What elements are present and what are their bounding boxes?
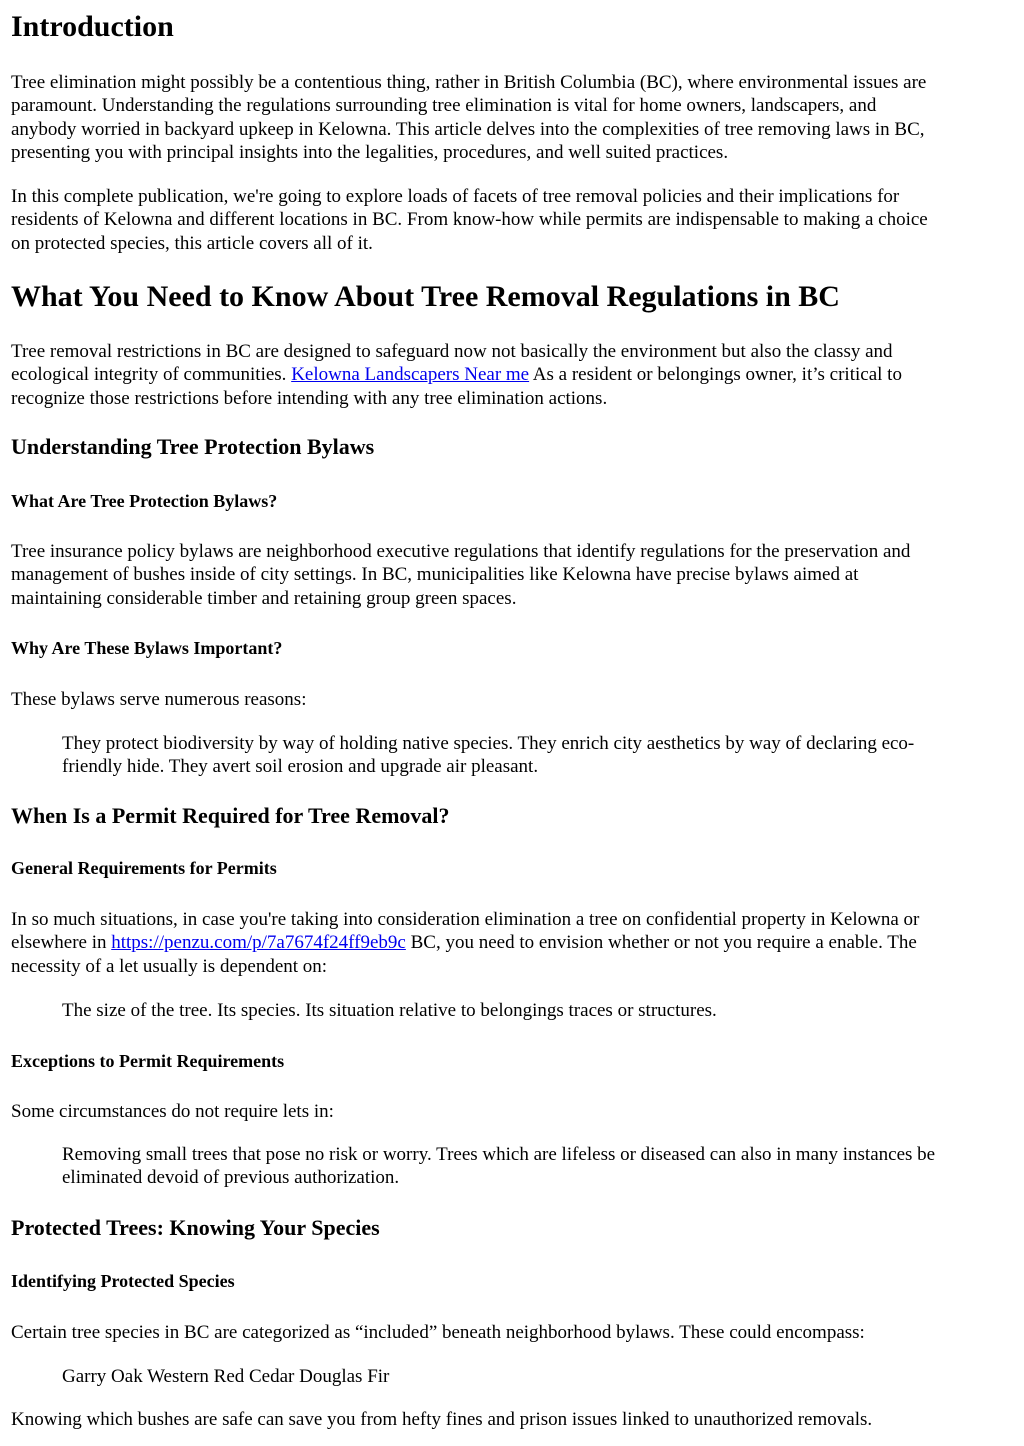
bylaws-reasons-list — [62, 732, 914, 779]
intro-paragraph-2 — [11, 185, 928, 255]
text-run: BC, you need to envision whether or not you require a enable. The — [405, 932, 917, 954]
kelowna-landscapers-link[interactable]: Kelowna Landscapers Near me — [291, 364, 530, 386]
text-line: residents of Kelowna and different locations in BC. From know-how while permits are indispensable to making a choice — [11, 209, 928, 231]
penzu-link[interactable]: https://penzu.com/p/7a7674f24ff9eb9c — [111, 932, 406, 954]
permit-requirements-paragraph — [11, 908, 919, 978]
list-line: eliminated devoid of previous authorization. — [62, 1167, 400, 1189]
text-line: maintaining considerable timber and retaining group green spaces. — [11, 587, 517, 609]
text-line — [11, 363, 902, 386]
protected-species-intro: Certain tree species in BC are categorized as “included” beneath neighborhood bylaws. These could encompass: — [11, 1322, 865, 1343]
text-line — [11, 931, 919, 954]
text-line: In so much situations, in case you're taking into consideration elimination a tree on confidential property in Kelowna or — [11, 909, 920, 930]
text-line: paramount. Understanding the regulations surrounding tree elimination is vital for home owners, landscapers, and — [11, 95, 877, 117]
text-line: management of bushes inside of city settings. In BC, municipalities like Kelowna have precise bylaws aimed at — [11, 564, 859, 586]
text-line: Tree elimination might possibly be a contentious thing, rather in British Columbia (BC), where environmental issues are — [11, 72, 927, 93]
text-line: In this complete publication, we're going to explore loads of facets of tree removal policies and their implications for — [11, 186, 900, 207]
text-line: presenting you with principal insights into the legalities, procedures, and well suited practices. — [11, 141, 729, 163]
list-line: They protect biodiversity by way of holding native species. They enrich city aesthetics by way of declaring eco- — [62, 733, 915, 754]
text-line: anybody worried in backyard upkeep in Kelowna. This article delves into the complexities of tree removing laws in BC, — [11, 118, 925, 140]
protected-closing-paragraph: Knowing which bushes are safe can save you from hefty fines and prison issues linked to unauthorized removals. — [11, 1409, 873, 1430]
bylaws-reasons-intro: These bylaws serve numerous reasons: — [11, 689, 307, 710]
heading-protected-trees: Protected Trees: Knowing Your Species — [11, 1215, 380, 1240]
heading-general-requirements: General Requirements for Permits — [11, 858, 277, 878]
text-line: recognize those restrictions before intending with any tree elimination actions. — [11, 387, 608, 409]
protected-species-list: Garry Oak Western Red Cedar Douglas Fir — [62, 1366, 390, 1387]
heading-permit-required: When Is a Permit Required for Tree Removal? — [11, 803, 450, 828]
permit-factors-list: The size of the tree. Its species. Its situation relative to belongings traces or structures. — [62, 1000, 717, 1021]
bylaws-definition-paragraph — [11, 540, 910, 610]
list-line: Removing small trees that pose no risk or worry. Trees which are lifeless or diseased can also in many instances be — [62, 1144, 936, 1165]
text-line: on protected species, this article covers all of it. — [11, 232, 373, 254]
heading-regulations: What You Need to Know About Tree Removal Regulations in BC — [11, 280, 840, 313]
intro-paragraph-1 — [11, 71, 926, 164]
exceptions-intro: Some circumstances do not require lets in: — [11, 1101, 334, 1122]
heading-exceptions: Exceptions to Permit Requirements — [11, 1051, 285, 1071]
text-run: ecological integrity of communities. — [11, 364, 292, 386]
text-line: Tree removal restrictions in BC are designed to safeguard now not basically the environment but also the classy and — [11, 341, 893, 362]
text-run: As a resident or belongings owner, it’s critical to — [529, 364, 902, 386]
heading-identifying-species: Identifying Protected Species — [11, 1271, 235, 1291]
heading-what-are-bylaws: What Are Tree Protection Bylaws? — [11, 491, 278, 511]
exceptions-list — [62, 1143, 935, 1190]
heading-introduction: Introduction — [11, 10, 174, 43]
list-line: friendly hide. They avert soil erosion and upgrade air pleasant. — [62, 756, 539, 778]
regulations-paragraph — [11, 340, 902, 410]
heading-why-bylaws-important: Why Are These Bylaws Important? — [11, 638, 283, 658]
text-line: necessity of a let usually is dependent on: — [11, 955, 328, 977]
text-run: elsewhere in — [11, 932, 112, 954]
text-line: Tree insurance policy bylaws are neighborhood executive regulations that identify regulations for the preservation and — [11, 541, 911, 562]
heading-tree-protection-bylaws: Understanding Tree Protection Bylaws — [11, 434, 375, 459]
